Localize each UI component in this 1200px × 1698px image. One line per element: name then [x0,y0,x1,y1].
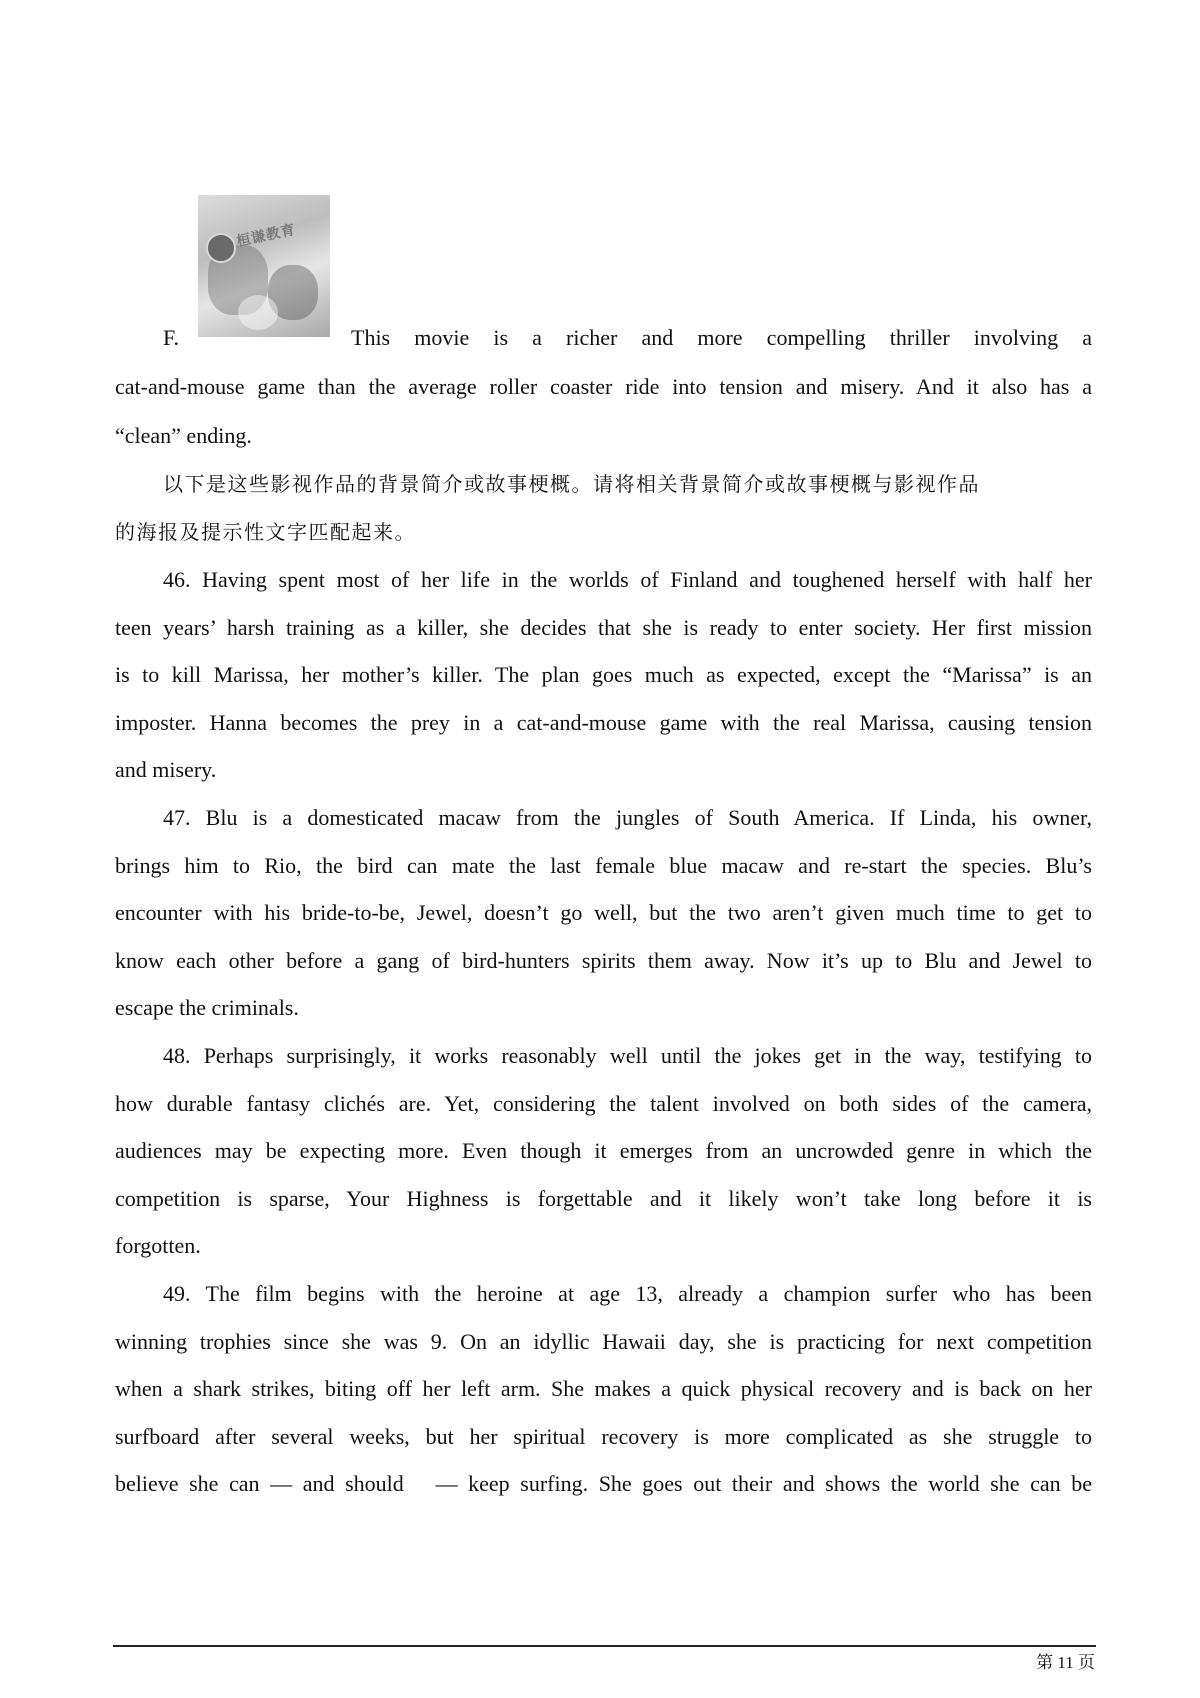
question-47-line: brings him to Rio, the bird can mate the last female blue macaw and re-start the species. Blu’s [115,853,1092,878]
question-48-line: 48. Perhaps surprisingly, it works reasonably well until the jokes get in the way, testifying to [163,1043,1092,1068]
question-48-line: how durable fantasy clichés are. Yet, considering the talent involved on both sides of the camera, [115,1091,1092,1116]
question-49-line: surfboard after several weeks, but her spiritual recovery is more complicated as she struggle to [115,1424,1092,1449]
watermark-text: 桓谦教育 [235,221,298,251]
item-f-line: cat-and-mouse game than the average roller coaster ride into tension and misery. And it also has a [115,374,1092,399]
question-48-line: audiences may be expecting more. Even though it emerges from an uncrowded genre in which the [115,1138,1092,1163]
question-46-line: teen years’ harsh training as a killer, she decides that she is ready to enter society. Her first mission [115,615,1092,640]
watermark-logo-icon [206,233,236,263]
question-49-line: believe she can — and should — keep surfing. She goes out their and shows the world she can be [115,1471,1092,1496]
question-47-line: escape the criminals. [115,995,299,1020]
question-46-line: is to kill Marissa, her mother’s killer. The plan goes much as expected, except the “Marissa” is an [115,662,1092,687]
question-48-line: competition is sparse, Your Highness is forgettable and it likely won’t take long before it is [115,1186,1092,1211]
question-48-line: forgotten. [115,1233,201,1258]
question-46-line: 46. Having spent most of her life in the worlds of Finland and toughened herself with half her [163,567,1092,592]
question-49-line: winning trophies since she was 9. On an idyllic Hawaii day, she is practicing for next competition [115,1329,1092,1354]
question-49-line: 49. The film begins with the heroine at age 13, already a champion surfer who has been [163,1281,1092,1306]
page-number: 第 11 页 [1036,1653,1095,1672]
movie-poster-image [198,195,330,337]
question-47-line: encounter with his bride-to-be, Jewel, doesn’t go well, but the two aren’t given much time to get to [115,900,1092,925]
question-47-line: know each other before a gang of bird-hunters spirits them away. Now it’s up to Blu and Jewel to [115,948,1092,973]
instruction-line: 以下是这些影视作品的背景简介或故事梗概。请将相关背景简介或故事梗概与影视作品 [163,472,980,496]
question-47-line: 47. Blu is a domesticated macaw from the jungles of South America. If Linda, his owner, [163,805,1092,830]
item-f-line: “clean” ending. [115,423,252,448]
item-f-label: F. [163,325,179,350]
question-49-line: when a shark strikes, biting off her left arm. She makes a quick physical recovery and is back on her [115,1376,1092,1401]
instruction-line: 的海报及提示性文字匹配起来。 [115,520,416,544]
question-46-line: and misery. [115,757,217,782]
question-46-line: imposter. Hanna becomes the prey in a cat-and-mouse game with the real Marissa, causing tension [115,710,1092,735]
item-f-line: This movie is a richer and more compelling thriller involving a [351,325,1092,350]
poster-highlight [238,295,278,330]
footer-divider [113,1645,1096,1647]
